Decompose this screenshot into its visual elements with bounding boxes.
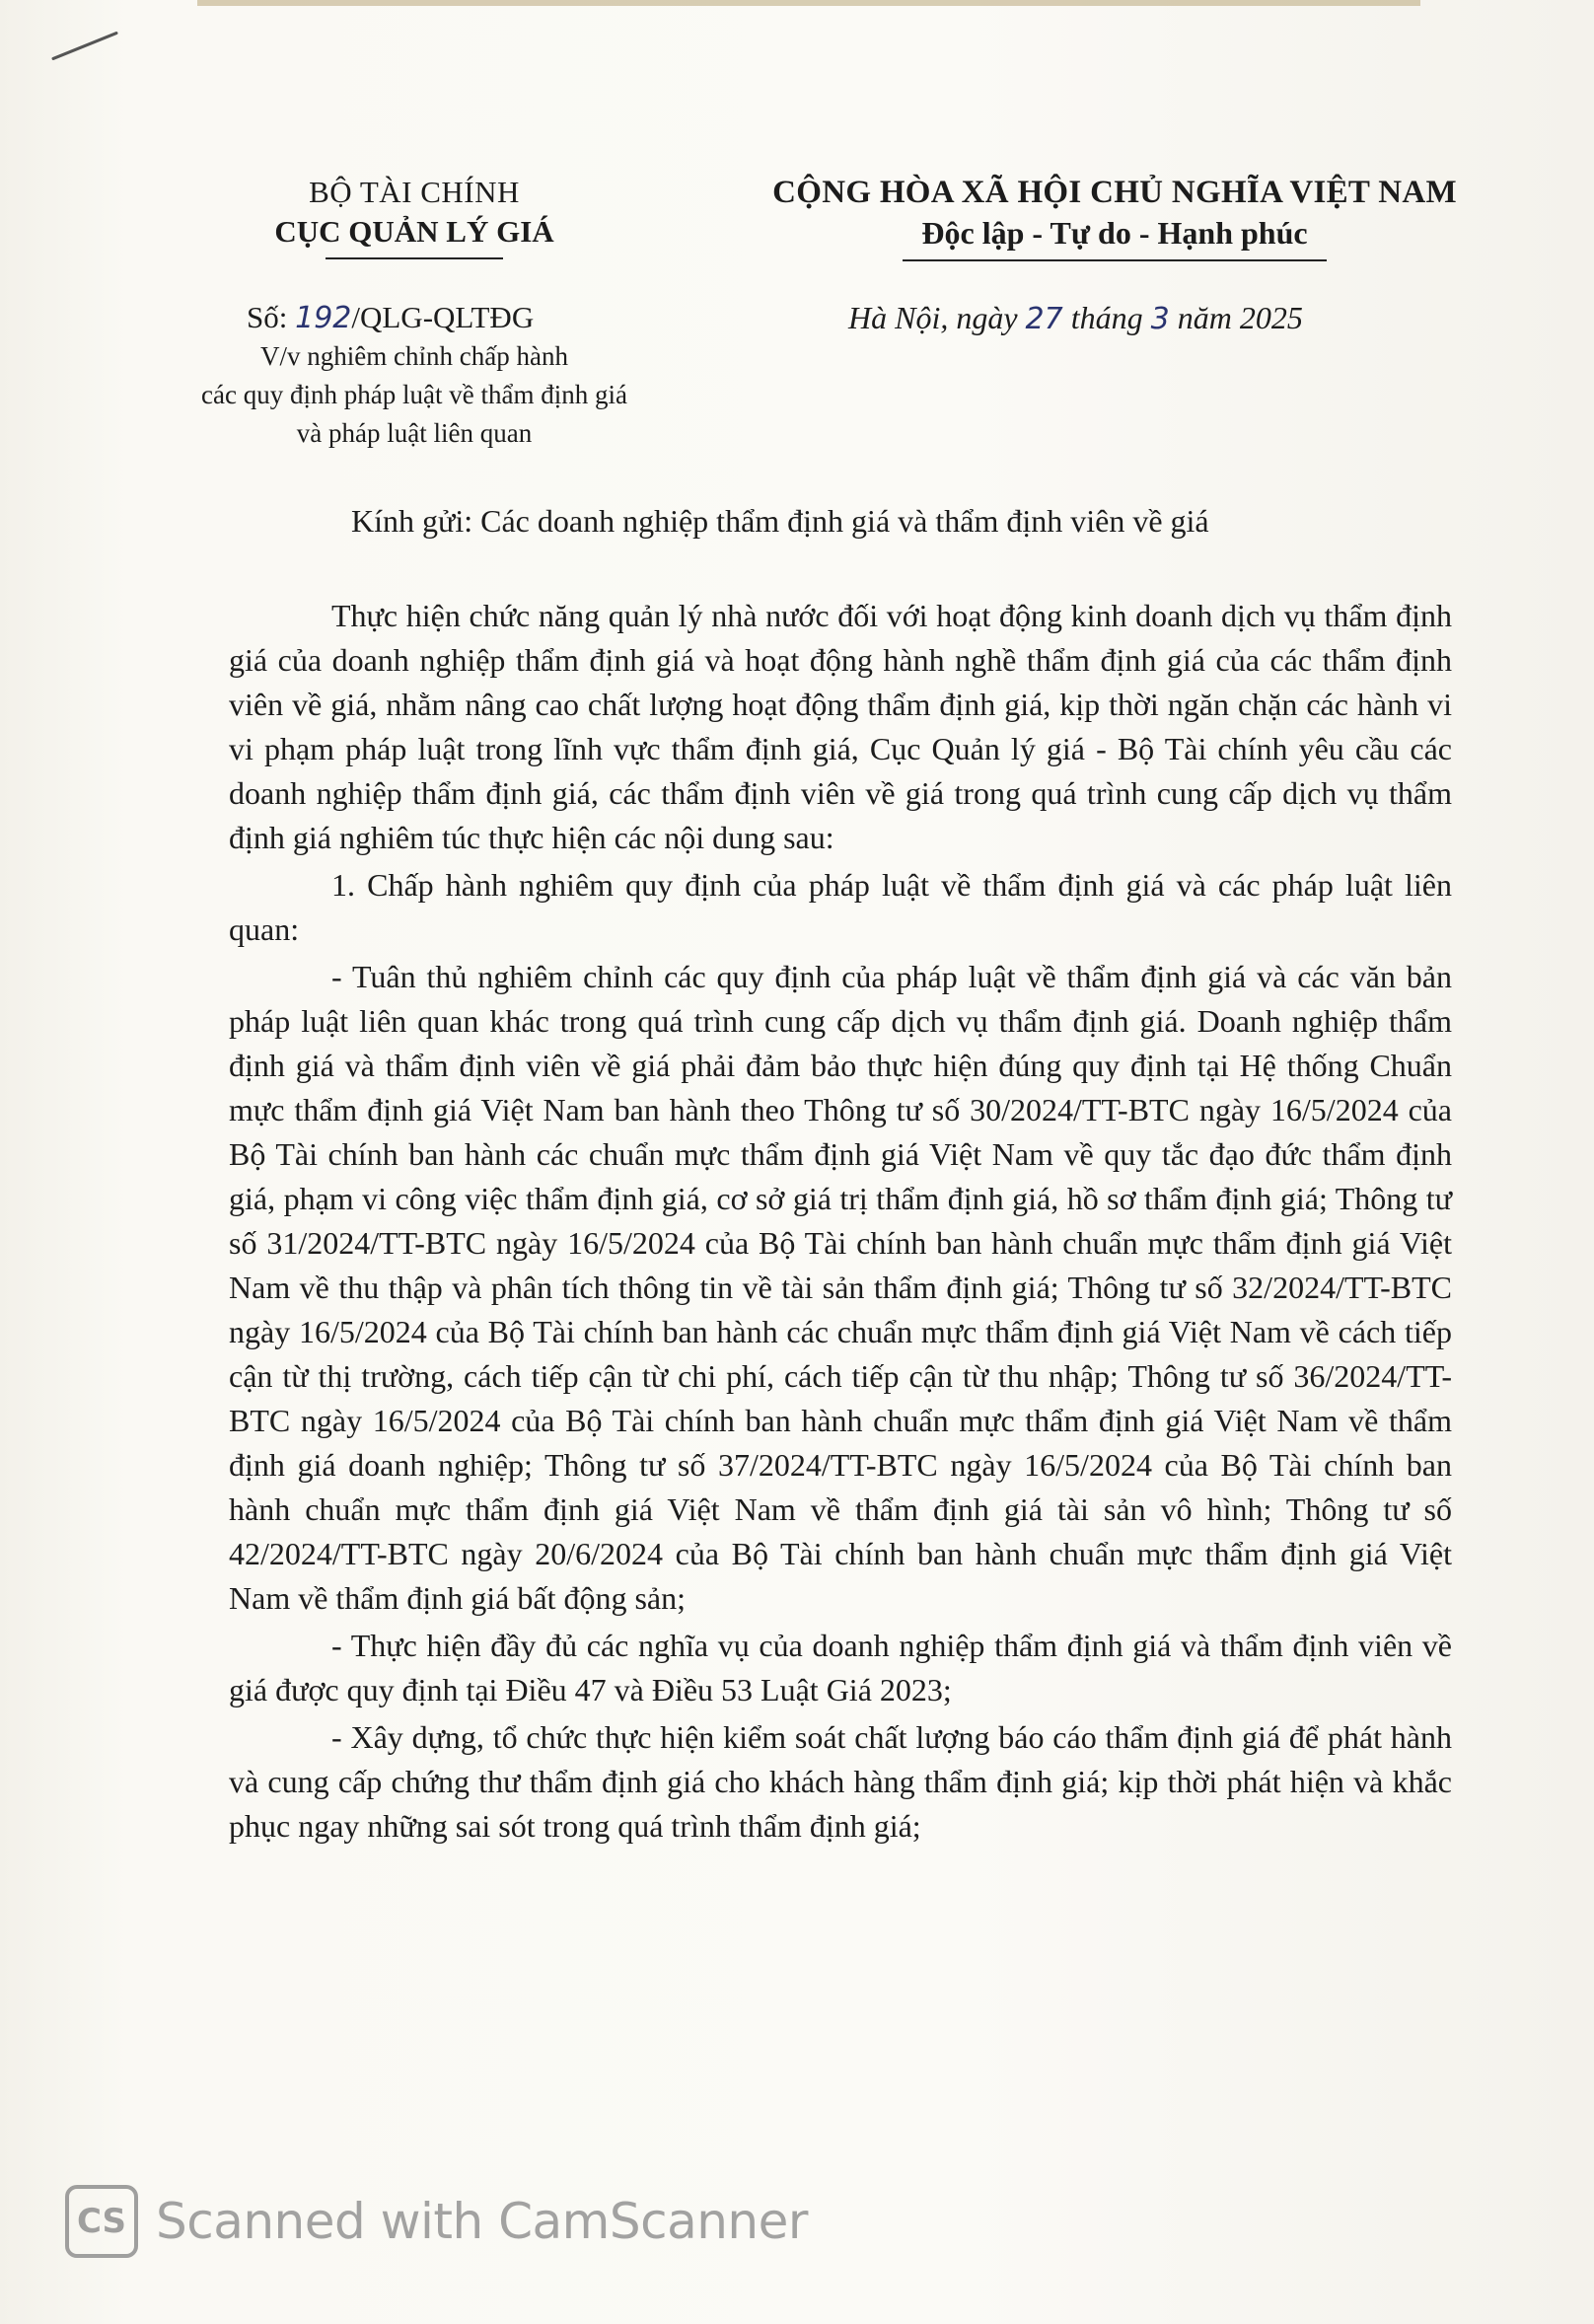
bullet-obligations: - Thực hiện đầy đủ các nghĩa vụ của doanh nghiệp thẩm định giá và thẩm định viên về giá được quy định tại Điều 47 và Điều 53 Luật Giá 2023; — [229, 1628, 1452, 1707]
issuing-authority — [118, 173, 710, 259]
recipient-greeting: Kính gửi: Các doanh nghiệp thẩm định giá và thẩm định viên về giá — [351, 503, 1209, 539]
pen-mark — [51, 32, 118, 61]
motto: Độc lập - Tự do - Hạnh phúc — [921, 215, 1308, 251]
camscanner-logo-icon: CS — [65, 2185, 138, 2258]
document-subject — [118, 337, 710, 453]
place-and-date — [848, 298, 1303, 339]
department-name: CỤC QUẢN LÝ GIÁ — [274, 214, 554, 249]
document-body — [229, 594, 1452, 1849]
date-day-handwritten: 27 — [1025, 302, 1063, 336]
doc-number-suffix: /QLG-QLTĐG — [351, 300, 535, 334]
authority-underline — [326, 257, 503, 259]
subject-line-2: các quy định pháp luật về thẩm định giá — [201, 380, 627, 409]
date-suffix: năm 2025 — [1169, 300, 1303, 335]
date-prefix: Hà Nội, ngày — [848, 300, 1026, 335]
document-number — [247, 298, 534, 338]
camscanner-watermark — [65, 2180, 808, 2263]
national-title — [730, 173, 1499, 261]
doc-number-handwritten: 192 — [295, 301, 352, 335]
doc-number-prefix: Số: — [247, 300, 296, 334]
bullet-quality-control: - Xây dựng, tổ chức thực hiện kiểm soát chất lượng báo cáo thẩm định giá để phát hành và cung cấp chứng thư thẩm định giá cho khách hàng thẩm định giá; kịp thời phát hiện và khắc phục ngay những sai sót trong quá trình thẩm định giá; — [229, 1719, 1452, 1844]
country-name: CỘNG HÒA XÃ HỘI CHỦ NGHĨA VIỆT NAM — [772, 175, 1457, 210]
bullet-comply-standards: - Tuân thủ nghiêm chỉnh các quy định của pháp luật về thẩm định giá và các văn bản pháp luật liên quan khác trong quá trình cung cấp dịch vụ thẩm định giá. Doanh nghiệp thẩm định giá và thẩm định viên về giá phải đảm bảo thực hiện đúng quy định tại Hệ thống Chuẩn mực thẩm định giá Việt Nam ban hành theo Thông tư số 30/2024/TT-BTC ngày 16/5/2024 của Bộ Tài chính ban hành các chuẩn mực thẩm định giá Việt Nam về quy tắc đạo đức thẩm định giá, phạm vi công việc thẩm định giá, cơ sở giá trị thẩm định giá, hồ sơ thẩm định giá; Thông tư số 31/2024/TT-BTC ngày 16/5/2024 của Bộ Tài chính ban hành chuẩn mực thẩm định giá Việt Nam về thu thập và phân tích thông tin về tài sản thẩm định giá; Thông tư số 32/2024/TT-BTC ngày 16/5/2024 của Bộ Tài chính ban hành các chuẩn mực thẩm định giá Việt Nam về cách tiếp cận từ thị trường, cách tiếp cận từ chi phí, cách tiếp cận từ thu nhập; Thông tư số 36/2024/TT-BTC ngày 16/5/2024 của Bộ Tài chính ban hành chuẩn mực thẩm định giá Việt Nam về thẩm định giá doanh nghiệp; Thông tư số 37/2024/TT-BTC ngày 16/5/2024 của Bộ Tài chính ban hành chuẩn mực thẩm định giá Việt Nam về thẩm định giá tài sản vô hình; Thông tư số 42/2024/TT-BTC ngày 20/6/2024 của Bộ Tài chính ban hành chuẩn mực thẩm định giá Việt Nam về thẩm định giá bất động sản; — [229, 959, 1452, 1616]
intro-paragraph: Thực hiện chức năng quản lý nhà nước đối với hoạt động kinh doanh dịch vụ thẩm định giá của doanh nghiệp thẩm định giá và hoạt động hành nghề thẩm định giá của các thẩm định viên về giá, nhằm nâng cao chất lượng hoạt động thẩm định giá, kịp thời ngăn chặn các hành vi vi phạm pháp luật trong lĩnh vực thẩm định giá, Cục Quản lý giá - Bộ Tài chính yêu cầu các doanh nghiệp thẩm định giá, các thẩm định viên về giá trong quá trình cung cấp dịch vụ thẩm định giá nghiêm túc thực hiện các nội dung sau: — [229, 598, 1452, 855]
date-middle: tháng — [1062, 300, 1151, 335]
motto-underline — [903, 259, 1327, 261]
ministry-name: BỘ TÀI CHÍNH — [309, 175, 520, 209]
top-edge-strip — [197, 0, 1420, 6]
camscanner-text: Scanned with CamScanner — [156, 2193, 808, 2250]
subject-line-3: và pháp luật liên quan — [296, 418, 533, 448]
date-month-handwritten: 3 — [1150, 302, 1170, 336]
subject-line-1: V/v nghiêm chỉnh chấp hành — [260, 341, 568, 371]
section-1-heading: 1. Chấp hành nghiêm quy định của pháp luật về thẩm định giá và các pháp luật liên quan: — [229, 867, 1452, 947]
